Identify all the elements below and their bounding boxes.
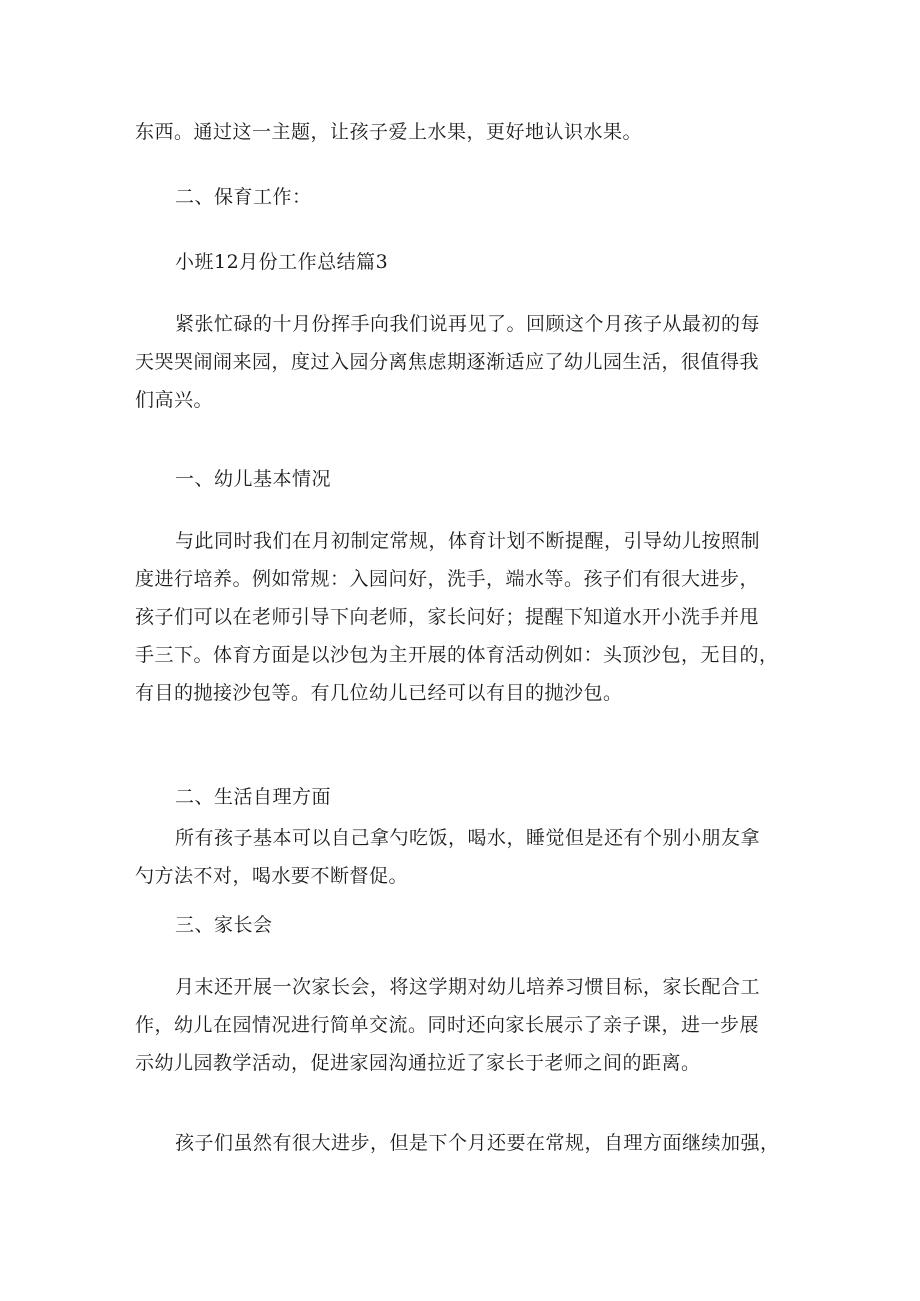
text-line: 与此同时我们在月初制定常规，体育计划不断提醒，引导幼儿按照制 (175, 530, 761, 552)
document-title: 小班12月份工作总结篇3 (175, 251, 389, 273)
heading-section-1: 一、幼儿基本情况 (175, 468, 332, 490)
heading-section-3: 三、家长会 (175, 914, 273, 936)
text-line: 所有孩子基本可以自己拿勺吃饭，喝水，睡觉但是还有个别小朋友拿 (175, 827, 761, 849)
paragraph-section-2 (135, 819, 795, 895)
text-line: 天哭哭闹闹来园，度过入园分离焦虑期逐渐适应了幼儿园生活，很值得我 (135, 351, 760, 373)
text-line: 有目的抛接沙包等。有几位幼儿已经可以有目的抛沙包。 (135, 682, 623, 704)
heading-baoyu-work: 二、保育工作： (175, 186, 312, 208)
paragraph-section-1 (135, 522, 795, 712)
text-line: 勺方法不对，喝水要不断督促。 (135, 865, 409, 887)
heading-section-2: 二、生活自理方面 (175, 786, 332, 808)
paragraph-continuation (135, 113, 795, 151)
text-line: 孩子们虽然有很大进步，但是下个月还要在常规，自理方面继续加强， (175, 1132, 780, 1154)
text-line: 们高兴。 (135, 389, 214, 411)
text-line: 示幼儿园教学活动，促进家园沟通拉近了家长于老师之间的距离。 (135, 1052, 701, 1074)
paragraph-section-3 (135, 968, 795, 1082)
paragraph-closing (135, 1124, 795, 1162)
text-line: 手三下。体育方面是以沙包为主开展的体育活动例如：头顶沙包，无目的， (135, 644, 779, 666)
text-line: 紧张忙碌的十月份挥手向我们说再见了。回顾这个月孩子从最初的每 (175, 313, 761, 335)
text-line: 月末还开展一次家长会，将这学期对幼儿培养习惯目标，家长配合工 (175, 976, 761, 998)
text-line: 作，幼儿在园情况进行简单交流。同时还向家长展示了亲子课，进一步展 (135, 1014, 760, 1036)
text-line: 东西。通过这一主题，让孩子爱上水果，更好地认识水果。 (135, 121, 643, 143)
text-line: 孩子们可以在老师引导下向老师，家长问好；提醒下知道水开小洗手并甩 (135, 606, 760, 628)
paragraph-intro (135, 305, 795, 419)
text-line: 度进行培养。例如常规：入园问好，洗手，端水等。孩子们有很大进步， (135, 568, 760, 590)
